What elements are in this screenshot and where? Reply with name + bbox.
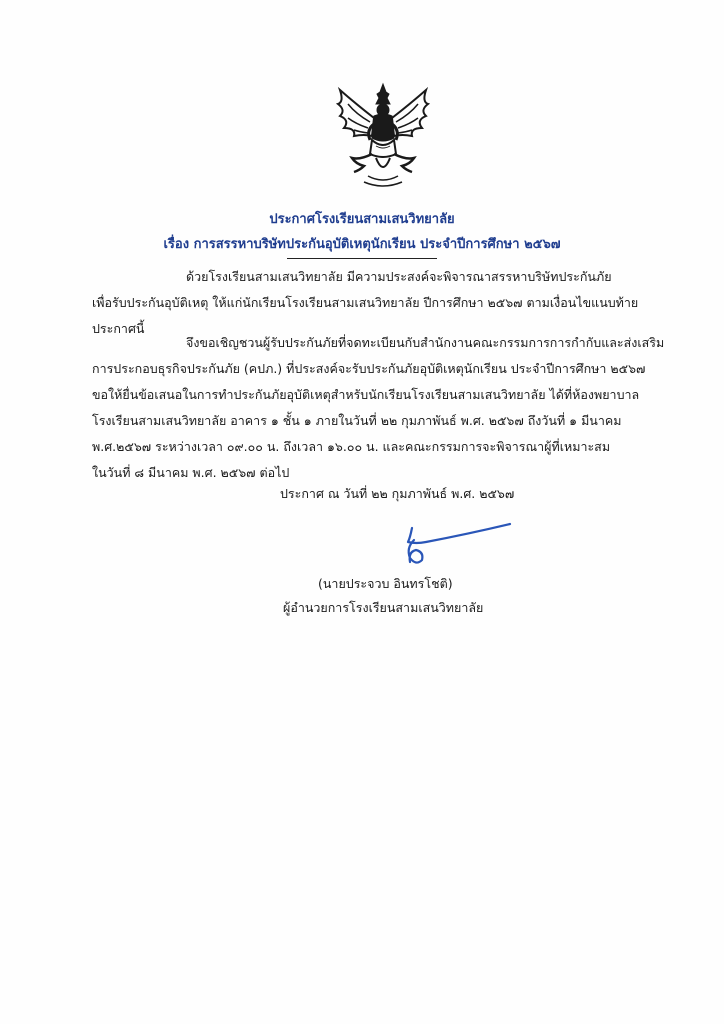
garuda-emblem-icon [330,80,436,192]
paragraph-line: เพื่อรับประกันอุบัติเหตุ ให้แก่นักเรียนโรงเรียนสามเสนวิทยาลัย ปีการศึกษา ๒๕๖๗ ตามเงื่อนไขแนบท้าย [92,295,639,310]
paragraph-invitation [92,330,672,486]
signature-icon [398,516,518,576]
announcement-subject: เรื่อง การสรรหาบริษัทประกันอุบัติเหตุนักเรียน ประจำปีการศึกษา ๒๕๖๗ [163,237,561,252]
signatory-position: ผู้อำนวยการโรงเรียนสามเสนวิทยาลัย [283,600,484,615]
paragraph-line: ขอให้ยื่นข้อเสนอในการทำประกันภัยอุบัติเหตุสำหรับนักเรียนโรงเรียนสามเสนวิทยาลัย ได้ที่ห้องพยาบาล [92,387,640,402]
announced-date: ประกาศ ณ วันที่ ๒๒ กุมภาพันธ์ พ.ศ. ๒๕๖๗ [280,486,515,501]
paragraph-line: ด้วยโรงเรียนสามเสนวิทยาลัย มีความประสงค์จะพิจารณาสรรหาบริษัทประกันภัย [186,269,612,284]
paragraph-line: พ.ศ.๒๕๖๗ ระหว่างเวลา ๐๙.๐๐ น. ถึงเวลา ๑๖.๐๐ น. และคณะกรรมการจะพิจารณาผู้ที่เหมาะสม [92,439,611,454]
paragraph-line: โรงเรียนสามเสนวิทยาลัย อาคาร ๑ ชั้น ๑ ภายในวันที่ ๒๒ กุมภาพันธ์ พ.ศ. ๒๕๖๗ ถึงวันที่ ๑ มีนาคม [92,413,622,428]
paragraph-line: การประกอบธุรกิจประกันภัย (คปภ.) ที่ประสงค์จะรับประกันภัยอุบัติเหตุนักเรียน ประจำปีการศึกษา ๒๕๖๗ [92,361,646,376]
title-divider [287,258,437,259]
announcement-title: ประกาศโรงเรียนสามเสนวิทยาลัย [269,212,455,227]
paragraph-line: ในวันที่ ๘ มีนาคม พ.ศ. ๒๕๖๗ ต่อไป [92,465,290,480]
paragraph-line: ประกาศนี้ [92,321,145,336]
paragraph-line: จึงขอเชิญชวนผู้รับประกันภัยที่จดทะเบียนกับสำนักงานคณะกรรมการการกำกับและส่งเสริม [186,335,665,350]
signatory-name: (นายประจวบ อินทรโชติ) [318,576,453,591]
